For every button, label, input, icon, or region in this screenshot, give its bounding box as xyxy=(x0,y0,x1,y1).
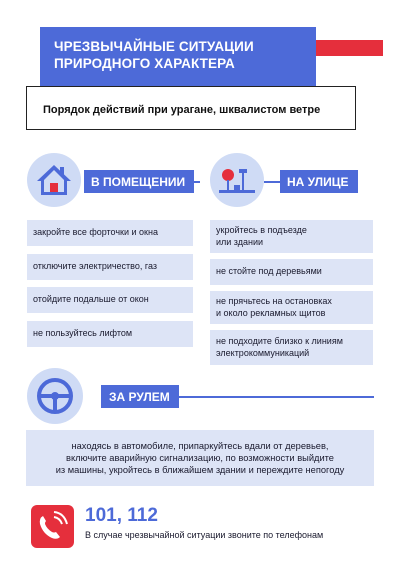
indoor-item-3: отойдите подальше от окон xyxy=(27,287,193,313)
indoor-section-label: В ПОМЕЩЕНИИ xyxy=(84,170,194,193)
indoor-item-2: отключите электричество, газ xyxy=(27,254,193,280)
street-icon xyxy=(210,153,264,207)
page-subtitle: Порядок действий при урагане, шквалистом ветре xyxy=(26,86,356,130)
title-line-2: ПРИРОДНОГО ХАРАКТЕРА xyxy=(54,56,235,71)
driving-section-label: ЗА РУЛЕМ xyxy=(101,385,179,408)
indoor-item-1: закройте все форточки и окна xyxy=(27,220,193,246)
house-icon xyxy=(27,153,81,207)
outdoor-item-1: укройтесь в подъезде или здании xyxy=(210,220,373,253)
phone-icon xyxy=(31,505,74,548)
emergency-numbers: 101, 112 xyxy=(85,505,158,526)
title-line-1: ЧРЕЗВЫЧАЙНЫЕ СИТУАЦИИ xyxy=(54,39,254,54)
outdoor-item-2: не стойте под деревьями xyxy=(210,259,373,285)
outdoor-item-3: не прячьтесь на остановках и около рекламных щитов xyxy=(210,291,373,324)
steering-wheel-icon xyxy=(27,368,83,424)
driving-divider xyxy=(179,396,374,398)
outdoor-section-label: НА УЛИЦЕ xyxy=(280,170,358,193)
indoor-item-4: не пользуйтесь лифтом xyxy=(27,321,193,347)
emergency-note: В случае чрезвычайной ситуации звоните по телефонам xyxy=(85,530,324,540)
page-title xyxy=(40,27,316,87)
driving-instructions: находясь в автомобиле, припаркуйтесь вдали от деревьев, включите аварийную сигнализацию, по возможности выйдите из машины, укройтесь в ближайшем здании и переждите непогоду xyxy=(26,430,374,486)
indoor-divider xyxy=(194,181,200,183)
outdoor-item-4: не подходите близко к линиям электрокоммуникаций xyxy=(210,330,373,365)
outdoor-divider xyxy=(264,181,280,183)
